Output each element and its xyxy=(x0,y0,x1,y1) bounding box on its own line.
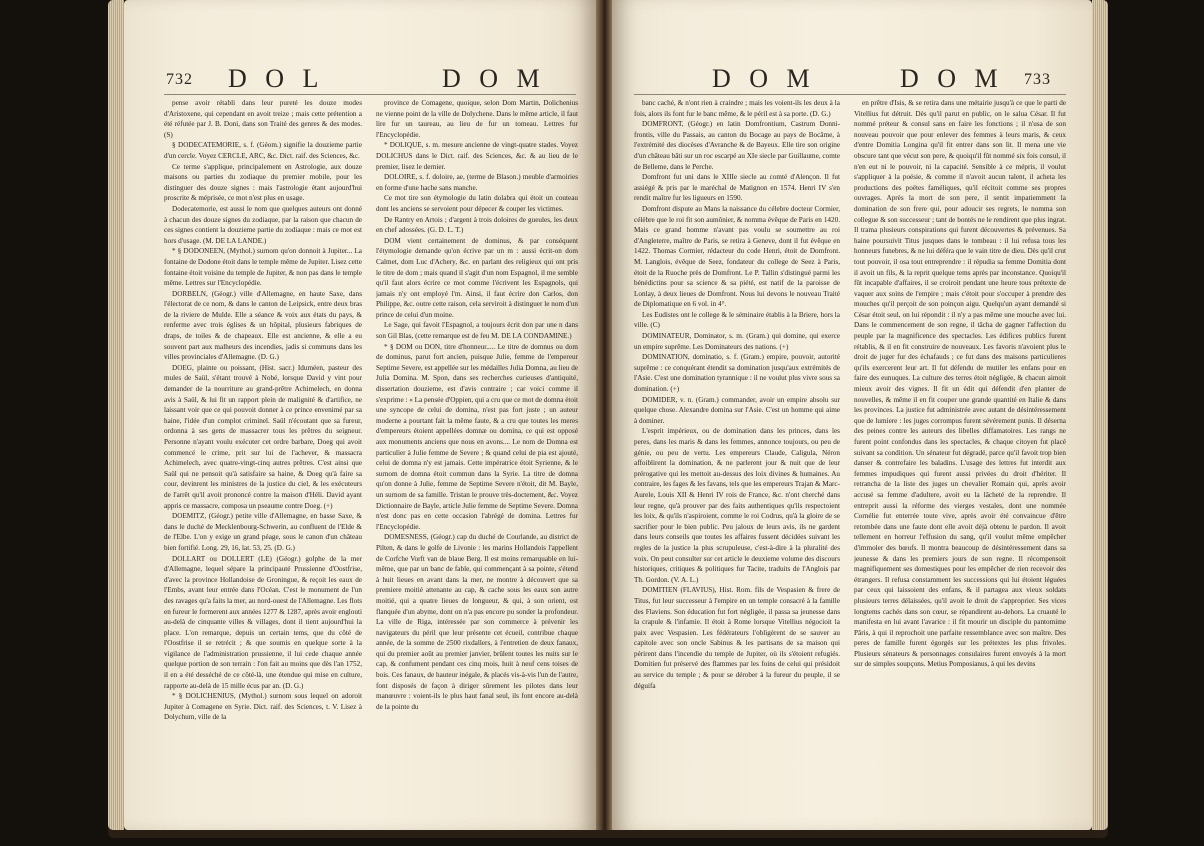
right-page-number: 733 xyxy=(1024,71,1051,88)
right-head-right: D O M xyxy=(900,64,1004,93)
paragraph: De Rantry en Artois ; d'argent à trois doloires de gueules, les deux en chef adossées. (G. D. L. T.) xyxy=(376,215,578,235)
right-column-1 xyxy=(634,98,840,796)
paragraph: DOMINATION, dominatio, s. f. (Gram.) empire, pouvoir, autorité suprême : ce conquérant étendit sa domination jusqu'aux extrémités de l'Asie. C'est une domination tyrannique : il ne voulut plus vivre sous sa domination. (+) xyxy=(634,353,840,394)
paragraph: DOMIDER, v. n. (Gram.) commander, avoir un empire absolu sur quelque chose. Alexandre domina sur l'Asie. C'est un homme qui aime à dominer. xyxy=(634,395,840,425)
paragraph: DOMESNESS, (Géogr.) cap du duché de Courlande, au district de Pilten, & dans le golfe de Livonie : les marins Hollandois l'appellent de Corfche Vorft van de blaue Berg. Il est moins remarquable en lui-même, que par un banc de fable, qui commençant à sa pointe, s'étend à huit lieues en avant dans la mer, ne montre à découvert que sa premiere moitié attenante au cap, & cache sous les eaux son autre moitié, qui a quatre lieues de longueur, & qui, à son orient, est flanquée d'un abyme, dont on n'a pas encore pu sonder la profondeur. La ville de Riga, intéressée par son commerce à prévenir les navigateurs du péril que leur présente cet écueil, contribue chaque année, de la somme de 2500 rixdallers, à l'entretien de deux fanaux, qui du premier août au premier janvier, brûlent toutes les nuits sur le cap, & confument pendant ces cinq mois, huit à neuf cens toises de bois. Ces fanaux, de hauteur inégale, & placés vis-à-vis l'un de l'autre, font disposés de façon à diriger sûrement les pilotes dans leur manœuvre : voient-ils le plus haut fanal seul, ils font encore au-delà de la pointe du xyxy=(376,533,578,711)
right-running-head xyxy=(612,64,1092,94)
page-edges-right xyxy=(1092,0,1108,830)
paragraph: * DOLIQUE, s. m. mesure ancienne de vingt-quatre stades. Voyez DOLICHUS dans le Dict. raif. des Sciences, &c. & au lieu de le premier, lisez le dernier. xyxy=(376,141,578,171)
paragraph: DOEMITZ, (Géogr.) petite ville d'Allemagne, en basse Saxe, & dans le duché de Mecklenbourg-Schwerin, au confluent de l'Elde & de l'Elbe. L'on y exige un grand péage, sous le canon d'un château bien fortifié. Long. 29, 16, lat. 53, 25. (D. G.) xyxy=(164,512,362,552)
left-head-left: D O L xyxy=(228,64,325,93)
paragraph: * § DOM ou DON, titre d'honneur..... Le titre de domnus ou dom de dominus, parut fort ancien, puisque Julie, femme de l'empereur Septime Severe, est appellée sur les médailles Julia Domna, au lieu de Julia Domina. M. Spon, dans ses recherches curieuses d'antiquité, dissertation douzieme, est d'avis contraire ; car voici comme il s'exprime : « La pensée d'Oppien, qui a cru que ce mot de domna étoit une syncope de celui de domina, n'est pas fort juste ; un auteur moderne a pourtant fait la même faute, & a cru que toutes les meres d'empereurs étoient appellées domnæ ou domina, ce qui est opposé aux monuments anciens que nous en avons.... Le nom de Domna est particulier à Julie femme de Severe ; & quand celui de pia est ajouté, celui de domna n'y est jamais. Cette impératrice étoit Syrienne, & le surnom de domna étoit commun dans la Syrie. La titre de domna qu'on donne à Julie, femme de Septime Severe n'étoit, dit M. Bayle, un surnom de sa famille. Tristan le prouve très-doctement, &c. Voyez Dictionnaire de Bayle, article Julie femme de Septime Severe. Domna n'est donc pas en cette occasion l'abrégé de domina. Lettres fur l'Encyclopédie. xyxy=(376,342,578,531)
paragraph: Domfront fut uni dans le XIIIe siecle au comté d'Alençon. Il fut assiégé & pris par le maréchal de Matignon en 1574. Henri IV s'en rendit maître fur les ligueurs en 1590. xyxy=(634,173,840,203)
right-head-rule xyxy=(634,94,1066,95)
paragraph: DOMINATEUR, Dominator, s. m. (Gram.) qui domine, qui exerce un empire suprême. Les Dominateurs des nations. (+) xyxy=(634,332,840,351)
paragraph: pense avoir rétabli dans leur pureté les douze modes d'Aristoxene, qui cependant en avoit treize ; mais cette prétention a été réfutée par J. B. Doni, dans son Traité des genres & des modes. (S) xyxy=(164,99,362,139)
right-page xyxy=(612,0,1092,830)
paragraph: Ce terme s'applique, principalement en Astrologie, aux douze maisons ou parties du zodiaque du premier mobile, pour les distinguer des douze signes : mais l'astrologie étant aujourd'hui proscrite & méprisée, ce mot n'est plus en usage. xyxy=(164,162,362,203)
left-page xyxy=(124,0,596,830)
right-column-2 xyxy=(854,98,1066,796)
paragraph: DOM vient certainement de dominus, & par conséquent l'étymologie demande qu'on écrive par un m : aussi écrit-on dom Calmet, dom Luc d'Achery, &c. en parlant des religieux qui ont pris le titre de dom ; mais quand il s'agit d'un nom Espagnol, il me semble qu'il faut alors écrire ce mot comme l'écrivent les Espagnols, qui jamais n'y ont employé l'm. Ainsi, il faut écrire don Carlos, don Philippe, &c. outre cette raison, cela serviroit à distinguer le nom d'un prince de celui d'un moine. xyxy=(376,236,578,319)
paragraph: Domfront dispute au Mans la naissance du célebre docteur Cormier, célèbre que le roi fit son aumônier, & nomma évêque de Paris en 1420. Mais ce grand homme n'avant pas voulu se soumettre au roi d'Angleterre, maître de Paris, se retira à Geneve, dont il fut évêque en 1422. Thomas Cormier, rédacteur du code Henri, étoit de Domfront. M. Langlois, évêque de Seez, fondateur du college de Seez à Paris, étoit de la Ruoche près de Domfront. Le P. Tallin s'distingué parmi les bénédictins pour sa science & sa piété, est natif de la paroisse de Lonlay, à deux lieues de Domfront. Nous lui devons le nouveau Traité de Diplomatique en 6 vol. in 4°. xyxy=(634,204,840,309)
paragraph: DOMFRONT, (Géogr.) en latin Domfrontium, Castrum Donni-frontis, ville du Passais, au canton du Bocage au pays de Bocâme, à l'extrémité des diocèses d'Avranche & de Bayeux. Elle tire son origine d'un château bâti sur un roc escarpé au XIe siecle par Guillaume, comte de Belleme, dans le Perche. xyxy=(634,120,840,171)
paragraph: L'esprit impérieux, ou de domination dans les princes, dans les peres, dans les maris & dans les femmes, annonce toujours, ou peu de génie, ou peu de vertu. Les empereurs Claude, Caligula, Néron affoiblirent la domination, & ne parlerent jour & nuit que de leur prérogative qui les mettoit au-dessus des loix divines & humaines. Au contraire, les fages & les favans, tels que les empereurs Trajan & Marc-Aurele, Louis XII & Henri IV rois de France, &c. n'ont cherché dans leur regne, qu'à prouver par des faits authentiques qu'ils respectoient les loix, & qu'ils n'aspiroient, comme le roi Codrus, qu'à la gloire de se sacrifier pour le bien public. Peu jaloux de leurs avis, ils ne gardent dans leurs conseils que toutes les affaires fussent décidées suivant les regles de la justice la plus scrupuleuse, c'est-à-dire à la pluralité des voix. On peut consulter sur cet article le deuxieme volume des discours historiques, critiques & politiques fur Tacite, traduits de l'Anglois par Th. Gordon. (V. A. L.) xyxy=(634,427,840,584)
book-gutter xyxy=(596,0,612,830)
left-head-right: D O M xyxy=(442,64,546,93)
paragraph: DOEG, plainte ou poissant, (Hist. sacr.) Iduméen, pasteur des mules de Saül, s'étant trouvé à Nobé, lorsque David y vint pour demander de la nourriture au grand-prêtre Achimelech, en donna avis à Saül, & lui fit un rapport plein de malignité & d'artifice, ne laissant voir que ce qui pouvoit donner à ce prince envenimé par sa haine, l'idée d'un complot criminel. Saül n'écoutant que sa fureur, ordonna à ses gens de massacrer tous les prêtres du seigneur. Personne n'ayant voulu exécuter cet ordre barbare, Doeg qui avoit commencé le crime, prit sur lui de l'achever, & massacra Achimelech, avec quatre-vingt-cinq autres prêtres. C'est ainsi que Saül qui ne pensoit qu'à satisfaire sa haine, & Doeg qu'à faire sa cour, devinrent les ministres de la justice du ciel, & les exécuteurs de l'arrêt qu'il avoit prononcé contre la maison d'Héli. David ayant appris ce massacre, composa un pseaume contre Doeg. (+) xyxy=(164,363,362,510)
paragraph: Le Sage, qui favoit l'Espagnol, a toujours écrit don par une n dans son Gil Blas, (cette remarque est de feu M. DE LA CONDAMINE.) xyxy=(376,321,578,341)
paragraph: Ce mot tire son étymologie du latin dolabra qui étoit un couteau dont les anciens se servoient pour dépecer & couper les victimes. xyxy=(376,194,578,213)
right-head-left: D O M xyxy=(712,64,816,93)
left-column-1 xyxy=(164,98,362,796)
paragraph: § DODECATEMORIE, s. f. (Géom.) signifie la douzieme partie d'un cercle. Voyez CERCLE, ARC, &c. Dict. raif. des Sciences, &c. xyxy=(164,141,362,160)
paragraph: province de Comagene, quoique, selon Dom Martin, Dolichenius ne vienne point de la ville de Dolychene. Dans le même article, il faut lire fur un taureau, au lieu de fur un tomeau. Lettres fur l'Encyclopédie. xyxy=(376,99,578,139)
paragraph: Dodecatemorie, est aussi le nom que quelques auteurs ont donné à chacun des douze signes du zodiaque, par la raison que chacun de ces signes contient la douzieme partie du zodiaque : mais ce mot est hors d'usage. (M. DE LA LANDE.) xyxy=(164,204,362,245)
paragraph: DORBELN, (Géogr.) ville d'Allemagne, en haute Saxe, dans l'électorat de ce nom, & dans le canton de Leipsick, entre deux bras de la riviere de Mulde. Elle a séance & voix aux états du pays, & renferme avec trois églises & un hôpital, plusieurs fabriques de draps, de toiles & de chapeaux. Elle est ancienne, & elle a eu souvent part aux malheurs des incendies, jadis si communs dans les villes provinciales d'Allemagne. (D. G.) xyxy=(164,289,362,362)
paragraph: DOMITIEN (FLAVIUS), Hist. Rom. fils de Vespasien & frere de Titus, fut leur successeur à l'empire en un temple consacré à la famille des Flaviens. Son éducation fut fort négligée, il passa sa jeunesse dans la crapule & l'infamie. Il étoit à Rome lorsque Vitellius négocioit la paix avec Vespasien. Les fédérateurs l'obligèrent de se sauver au capitole avec son oncle Sabinus & les partisans de sa maison qui périrent dans l'incendie du temple de Jupiter, où ils s'étoient refugiés. Domitien fut préservé des flammes par les foins de celui qui présidoit au service du temple ; & pour se dérober à la fureur du peuple, il se déguifa xyxy=(634,586,840,690)
paragraph: DOLOIRE, s. f. doloire, ae, (terme de Blason.) meuble d'armoiries en forme d'une hache sans manche. xyxy=(376,173,578,192)
paragraph: en prêtre d'Isis, & se retira dans une métairie jusqu'à ce que le parti de Vitellius fut détruit. Dès qu'il parut en public, on le salua César. Il fut nommé préteur & consul sans en faire les fonctions ; il n'usa de son nouveau pouvoir que pour enlever des femmes à leurs maris, & ceux d'entre Domitia Longina qu'il fit entrer dans son lit. Il mena une vie obscure tant que vécut son pere, & quoiqu'il fût nommé six fois consul, il n'en eut ni le pouvoir, ni la capacité. Sensible à ce mépris, il voulut s'appliquer à la poésie, & comme il n'avoit aucun talent, il acheta les productions des poëtes faméliques, qu'il récitoit comme ses propres ouvrages. Après la mort de son pere, il sentit impatiemment la domination de son frere qui, pour adoucir ses regrets, le nomma son collegue & son successeur ; tant de bontés ne le rendirent que plus ingrat. Il trama plusieurs conspirations qui furent découvertes & prévenues. Sa haine poursuivit Titus jusques dans le tombeau : il lui refusa tous les honneurs funebres, & ne lui déféra que le vain titre de dieu. Dès qu'il crut tout pouvoir, il osa tout entreprendre : il répudia sa femme Domitia dont il avoit un fils, & la reprit quelque tems après par inconstance. Quoiqu'il fût incapable d'affaires, il se croiroit pendant une heure tous prétexte de vaquer aux soins de l'empire ; mais c'étoit pour s'occuper à prendre des mouches qu'il perçoit de son poinçon aigu. Quelqu'un ayant demandé si César étoit seul, on lui répondit : il n'y a pas même une mouche avec lui. Dans le commencement de son regne, il tâcha de gagner l'affection du peuple par la magnificence des spectacles. Les édifices publics furent rétablis, & il en fit construire de nouveaux. Les favoris n'avoient plus le droit de juger fur des échafauds ; ce fut dans des maisons particulieres qu'ils exercerent leur art. Il fut défendu de mutiler les enfans pour en faire des eunuques. La culture des terres étoit négligée, & chacun aimoit mieux avoir des vignes. Il fit un édit qui défendit d'en planter de nouvelles, & même il en fit couper une grande quantité en Italie & dans les provinces. La justice fut administrée avec autant de désintéressement que de lumiere : les juges corrompus furent sévérement punis. Il déserna des peines contre les auteurs des libelles diffamatoires. Les rangs ne furent point confondus dans les spectacles, & chaque citoyen fut placé suivant sa condition. Un sénateur fut dégradé, parce qu'il favoit trop bien danser & contrefaire les baladins. L'usage des lettres fut interdit aux femmes impudiques qui furent aussi privées du droit d'hériter. Il retrancha de la liste des juges un chevalier Romain qui, après avoir accusé sa femme d'adultere, avoit eu la lâcheté de la reprendre. Il entreprit aussi la réforme des vierges vestales, dont une nommée Cornélie fut enterrée toute vive, après avoir été convaincue d'être retombée dans une faute dont elle avoit déjà obtenu le pardon. Il avoit tellement en horreur l'effusion du sang, qu'il voulut même empêcher d'immoler des bœufs. Il montra beaucoup de désintéressement dans sa jeunesse & dans les premiers jours de son regne. Il récompensoit magnifiquement ses domestiques pour les empêcher de rien recevoir des étrangers. Il refusa constamment les successions qui lui étoient léguées par ceux qui laissoient des enfans, & il partagea aux vieux soldats plusieurs terres délaissées, qu'il avoit le droit de s'approprier. Ses vices longtems cachés dans son cœur, se répandirent au-dehors. La cruauté le manifesta en lui avant l'avarice : il fit mourir un disciple du pantomime Pâris, à qui il reprochoit une parfaite ressemblance avec son maître. Des peres de famille furent égorgés sur les prétextes les plus frivoles. Plusieurs sénateurs & personnages consulaires furent envoyés à la mort sur de simples soupçons. Metius Pomposianus, à qui les devins xyxy=(854,99,1066,669)
left-head-rule xyxy=(164,94,576,95)
left-column-2 xyxy=(376,98,578,796)
left-page-number: 732 xyxy=(166,71,193,88)
paragraph: DOLLART ou DOLLERT (LE) (Géogr.) golphe de la mer d'Allemagne, lequel sépare la principauté Prussienne d'Oostfrise, d'avec la province Hollandoise de Groningue, & reçoit les eaux de l'Embs, avant leur entrée dans l'Océan. C'est le monument de l'un des ravages qu'a faits la mer, au nord-ouest de l'Allemagne. Les flots en fureur le formerent aux années 1277 & 1287, après avoir englouti au-delà de cinquante villes & villages, dont il tient aujourd'hui la place. L'on remarque, depuis un certain tems, que du côté de l'Oostfrise il se retrécit ; & que soumis en quelque sorte à la vigilance de l'administration prussienne, il lui cede chaque année quelque portion de son terrain : l'on fait au moins que dès l'an 1752, il en a été desséché de ce côté-là, une étendue qui mise en culture, rapporte au-delà de 15 mille écus par an. (D. G.) xyxy=(164,554,362,690)
left-running-head xyxy=(124,64,596,94)
paragraph: Les Eudistes ont le college & le séminaire établis à la Briere, hors la ville. (C) xyxy=(634,310,840,330)
paragraph: banc caché, & n'ont rien à craindre ; mais les voient-ils les deux à la fois, alors ils font fur le banc même, & le péril est à sa porte. (D. G.) xyxy=(634,99,840,118)
paragraph: * § DOLICHENIUS, (Mythol.) surnom sous lequel on adoroit Jupiter à Comagene en Syrie. Dict. raif. des Sciences, t. V. Lisez à Dolychum, ville de la xyxy=(164,692,362,722)
page-edges-left xyxy=(108,0,124,830)
paragraph: * § DODONEEN, (Mythol.) surnom qu'on donnoit à Jupiter... La fontaine de Dodone étoit dans le temple même de Jupiter. Lisez cette fontaine étoit voisine du temple de Jupiter, & non pas dans le temple même. Lettres sur l'Encyclopédie. xyxy=(164,247,362,288)
